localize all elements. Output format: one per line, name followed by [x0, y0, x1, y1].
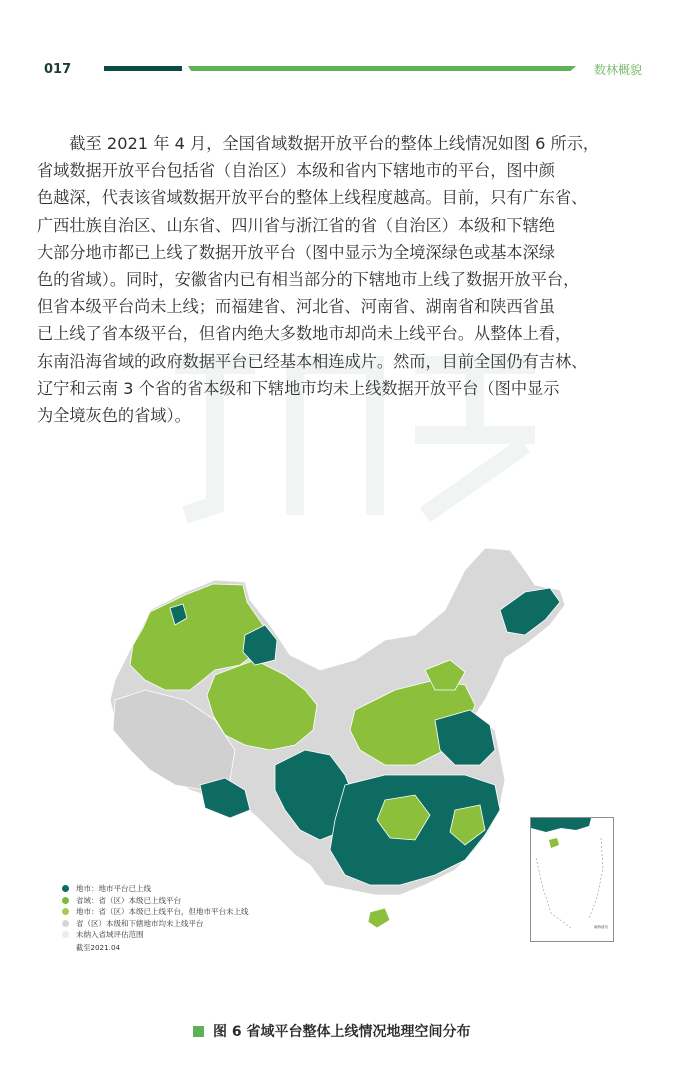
inset-coast-dark: [531, 818, 591, 832]
legend-label: 地市：地市平台已上线: [76, 884, 151, 894]
body-paragraph: [37, 130, 647, 429]
body-line: 为全境灰色的省域）。: [37, 406, 191, 426]
legend-label: 未纳入省域评估范围: [76, 930, 144, 940]
inset-hainan: [549, 838, 559, 848]
legend-dot: [62, 920, 69, 927]
legend-item: [62, 918, 249, 930]
legend-label: 地市：省（区）本级已上线平台，但地市平台未上线: [76, 907, 249, 917]
body-line: 截至 2021 年 4 月，全国省域数据开放平台的整体上线情况如图 6 所示，: [37, 134, 600, 153]
legend-dot: [62, 931, 69, 938]
figure-caption: [193, 1021, 471, 1041]
page-header: [0, 0, 680, 90]
page-number: 017: [44, 62, 72, 77]
map-region-green: [368, 908, 390, 928]
legend-item: [62, 929, 249, 941]
legend-label: 省（区）本级和下辖地市均未上线平台: [76, 918, 204, 928]
legend-dot: [62, 885, 69, 892]
inset-label: 南海诸岛: [593, 925, 609, 929]
body-line: 已上线了省本级平台，但省内绝大多数地市却尚未上线平台。从整体上看，: [37, 324, 572, 344]
section-name: 数林概貌: [594, 63, 643, 77]
body-line: 色越深，代表该省域数据开放平台的整体上线程度越高。目前，只有广东省、: [37, 188, 588, 208]
legend-label: 省域：省（区）本级已上线平台: [76, 895, 181, 905]
header-bar-dark: [104, 66, 182, 71]
body-line: 色的省域）。同时，安徽省内已有相当部分的下辖地市上线了数据开放平台，: [37, 270, 580, 290]
map-legend: [62, 883, 249, 953]
caption-marker: [193, 1026, 204, 1037]
legend-dot: [62, 908, 69, 915]
caption-text: 图 6 省域平台整体上线情况地理空间分布: [213, 1024, 471, 1040]
inset-map: [531, 818, 613, 941]
legend-item: [62, 895, 249, 907]
legend-date: 截至2021.04: [76, 942, 121, 952]
legend-item: [62, 883, 249, 895]
body-line: 大部分地市都已上线了数据开放平台（图中显示为全境深绿色或基本深绿: [37, 242, 555, 262]
south-china-sea-inset: [530, 817, 614, 942]
header-bar-green: [188, 66, 576, 71]
body-line: 辽宁和云南 3 个省的省本级和下辖地市均未上线数据开放平台（图中显示: [37, 378, 560, 398]
body-line: 但省本级平台尚未上线；而福建省、河北省、河南省、湖南省和陕西省虽: [37, 297, 555, 317]
legend-dot: [62, 897, 69, 904]
body-line: 广西壮族自治区、山东省、四川省与浙江省的省（自治区）本级和下辖绝: [37, 215, 555, 235]
legend-item: [62, 906, 249, 918]
body-line: 省域数据开放平台包括省（自治区）本级和省内下辖地市的平台，图中颜: [37, 161, 555, 181]
body-line: 东南沿海省域的政府数据平台已经基本相连成片。然而，目前全国仍有吉林、: [37, 351, 588, 371]
